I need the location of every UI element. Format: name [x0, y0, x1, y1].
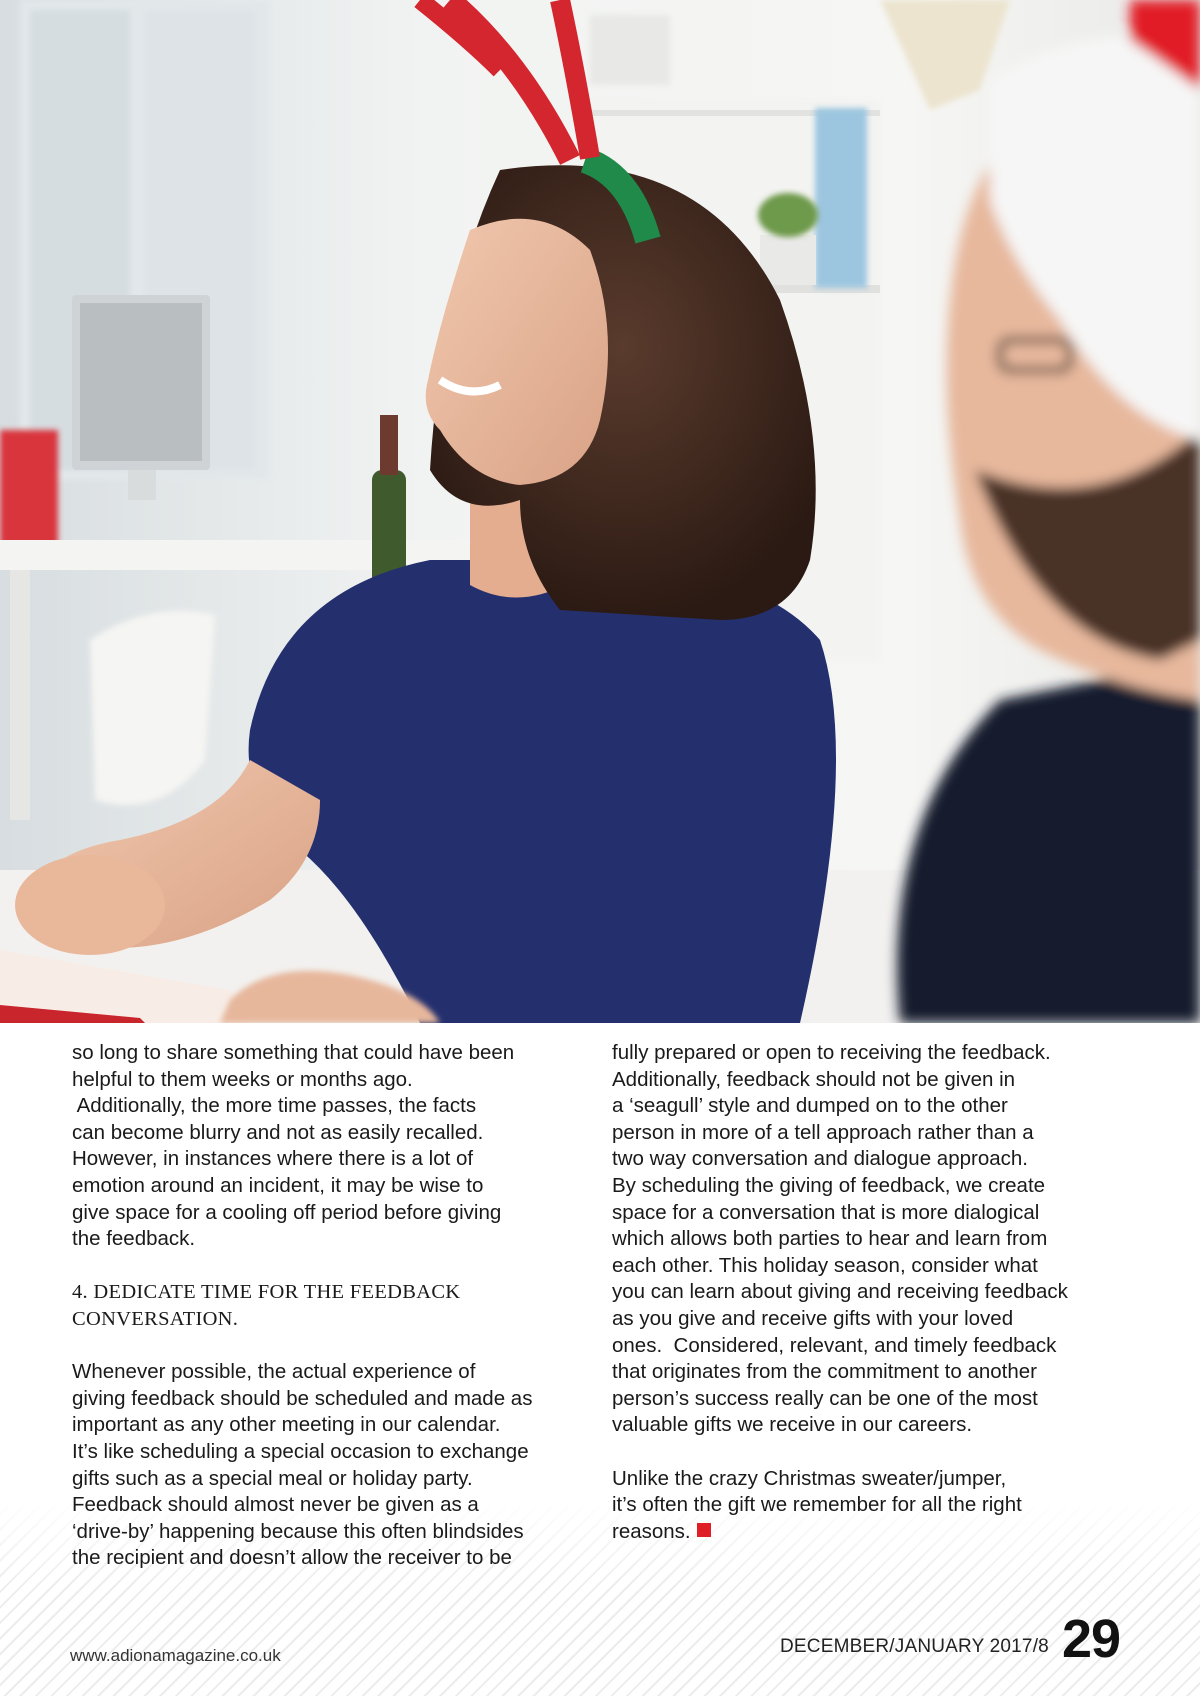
text-line: reasons. — [612, 1519, 691, 1543]
footer-issue-date: DECEMBER/JANUARY 2017/8 — [780, 1636, 1049, 1657]
text-line: fully prepared or open to receiving the feedback. — [612, 1041, 1051, 1064]
page-number: 29 — [1062, 1609, 1121, 1669]
last-line — [612, 1519, 1132, 1546]
text-line: each other. This holiday season, consider what — [612, 1253, 1038, 1277]
text-line: Unlike the crazy Christmas sweater/jumper, — [612, 1466, 1007, 1490]
text-line: that originates from the commitment to another — [612, 1360, 1038, 1384]
text-line: you can learn about giving and receiving feedback — [612, 1280, 1068, 1304]
right-column — [612, 1040, 1132, 1545]
text-line: as you give and receive gifts with your loved — [612, 1306, 1014, 1330]
text-line: Additionally, feedback should not be given in — [612, 1067, 1016, 1091]
paragraph-gap — [72, 1253, 592, 1280]
text-line: giving feedback should be scheduled and made as — [72, 1386, 533, 1410]
paragraph-gap — [612, 1439, 1132, 1466]
text-line: give space for a cooling off period before giving — [72, 1200, 502, 1224]
paragraph — [72, 1359, 592, 1572]
section-heading — [72, 1279, 592, 1332]
text-line: which allows both parties to hear and learn from — [612, 1227, 1048, 1251]
text-line: important as any other meeting in our calendar. — [72, 1413, 501, 1437]
paragraph — [612, 1466, 1132, 1546]
text-line: By scheduling the giving of feedback, we create — [612, 1173, 1046, 1197]
footer-website-url[interactable]: www.adionamagazine.co.uk — [70, 1646, 281, 1665]
heading-line: 4. DEDICATE TIME FOR THE FEEDBACK — [72, 1281, 461, 1304]
red-square-end-mark-icon — [697, 1523, 711, 1537]
text-line: person’s success really can be one of the most — [612, 1386, 1038, 1410]
text-line: ‘drive-by’ happening because this often blindsides — [72, 1519, 524, 1543]
text-line: Whenever possible, the actual experience of — [72, 1360, 476, 1384]
left-column — [72, 1040, 592, 1572]
text-line: It’s like scheduling a special occasion to exchange — [72, 1439, 529, 1463]
text-line: the feedback. — [72, 1227, 196, 1251]
text-line: the recipient and doesn’t allow the receiver to be — [72, 1546, 512, 1570]
text-line: space for a conversation that is more dialogical — [612, 1200, 1040, 1224]
paragraph — [612, 1040, 1132, 1439]
text-line: However, in instances where there is a lot of — [72, 1147, 474, 1171]
text-line: helpful to them weeks or months ago. — [72, 1067, 413, 1091]
text-line: emotion around an incident, it may be wise to — [72, 1173, 484, 1197]
text-line: person in more of a tell approach rather than a — [612, 1120, 1034, 1144]
text-line: can become blurry and not as easily recalled. — [72, 1120, 484, 1144]
heading-line: CONVERSATION. — [72, 1307, 239, 1330]
text-line: it’s often the gift we remember for all the right — [612, 1493, 1022, 1517]
text-line: gifts such as a special meal or holiday party. — [72, 1466, 473, 1490]
text-line: ones. Considered, relevant, and timely feedback — [612, 1333, 1057, 1357]
text-line: two way conversation and dialogue approach. — [612, 1147, 1028, 1171]
text-line: so long to share something that could have been — [72, 1041, 515, 1064]
text-line: a ‘seagull’ style and dumped on to the other — [612, 1094, 1008, 1118]
paragraph — [72, 1040, 592, 1253]
text-line: valuable gifts we receive in our careers. — [612, 1413, 973, 1437]
text-line: Feedback should almost never be given as a — [72, 1493, 479, 1517]
text-line: Additionally, the more time passes, the facts — [72, 1094, 477, 1118]
paragraph-gap — [72, 1333, 592, 1360]
